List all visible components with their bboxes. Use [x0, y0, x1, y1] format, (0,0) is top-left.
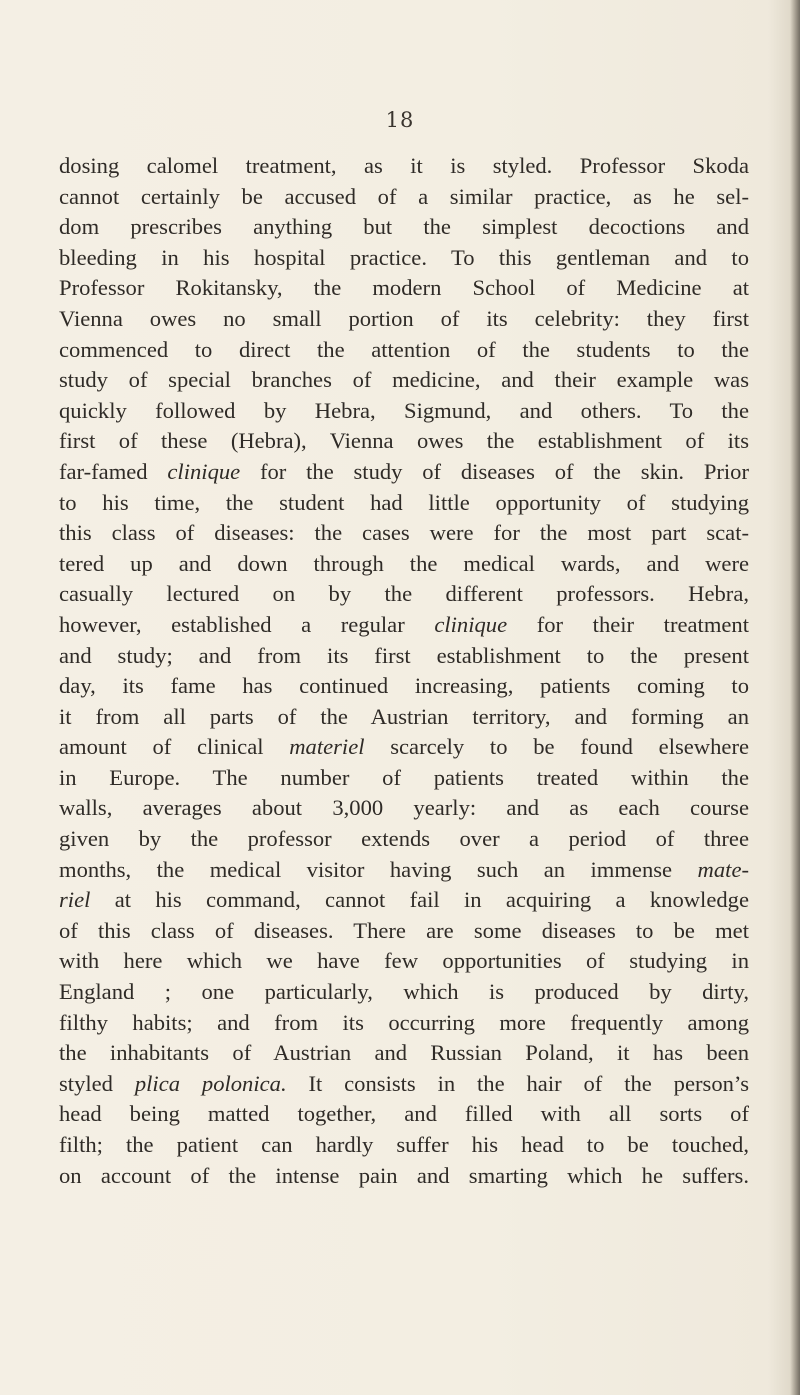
text-line: [59, 335, 749, 366]
text-line: [59, 641, 749, 672]
text-line: [59, 671, 749, 702]
text-segment: in Europe. The number of patients treated within the: [59, 764, 749, 790]
text-line: [59, 1130, 749, 1161]
text-segment: study of special branches of medicine, and their example was: [59, 367, 749, 393]
text-segment: tered up and down through the medical wards, and were: [59, 550, 749, 576]
text-segment: given by the professor extends over a period of three: [59, 826, 749, 852]
text-segment: for their treatment: [507, 611, 749, 637]
text-line: [59, 1038, 749, 1069]
text-segment: filthy habits; and from its occurring more frequently among: [59, 1009, 749, 1035]
text-segment: this class of diseases: the cases were for the most part scat-: [59, 520, 749, 546]
text-line: [59, 273, 749, 304]
text-line: [59, 702, 749, 733]
text-segment: for the study of diseases of the skin. Prior: [240, 458, 749, 484]
text-line: [59, 457, 749, 488]
page-edge-shadow: [790, 0, 800, 1395]
text-line: [59, 1008, 749, 1039]
text-segment: Professor Rokitansky, the modern School of Medicine at: [59, 275, 749, 301]
text-line: [59, 824, 749, 855]
text-segment: and study; and from its first establishment to the present: [59, 642, 749, 668]
text-line: [59, 763, 749, 794]
text-line: [59, 151, 749, 182]
text-line: [59, 1161, 749, 1192]
italic-term: clinique: [434, 611, 508, 637]
italic-term: mate-: [697, 856, 749, 882]
text-segment: at his command, cannot fail in acquiring a knowledge: [90, 887, 749, 913]
text-segment: however, established a regular: [59, 611, 435, 637]
text-line: [59, 182, 749, 213]
text-segment: first of these (Hebra), Vienna owes the establishment of its: [59, 428, 749, 454]
text-line: [59, 946, 749, 977]
text-segment: of this class of diseases. There are some diseases to be met: [59, 917, 749, 943]
text-segment: cannot certainly be accused of a similar practice, as he sel-: [59, 183, 749, 209]
text-line: [59, 488, 749, 519]
text-segment: walls, averages about 3,000 yearly: and as each course: [59, 795, 749, 821]
text-segment: England ; one particularly, which is produced by dirty,: [59, 979, 749, 1005]
text-segment: filth; the patient can hardly suffer his head to be touched,: [59, 1132, 749, 1157]
text-line: [59, 396, 749, 427]
text-segment: casually lectured on by the different professors. Hebra,: [59, 581, 749, 607]
italic-term: plica polonica.: [134, 1070, 287, 1096]
text-line: [59, 1099, 749, 1130]
text-line: [59, 885, 749, 916]
text-segment: Vienna owes no small portion of its celebrity: they first: [59, 305, 749, 331]
text-line: [59, 579, 749, 610]
text-segment: It consists in the hair of the person’s: [286, 1070, 749, 1096]
text-segment: day, its fame has continued increasing, patients coming to: [59, 673, 749, 699]
body-text: [59, 151, 749, 1191]
text-segment: to his time, the student had little opportunity of studying: [59, 489, 749, 515]
text-line: [59, 855, 749, 886]
text-line: [59, 549, 749, 580]
text-line: [59, 610, 749, 641]
text-line: [59, 977, 749, 1008]
text-line: [59, 518, 749, 549]
text-segment: amount of clinical: [59, 734, 290, 760]
text-line: [59, 793, 749, 824]
italic-term: clinique: [167, 458, 241, 484]
text-line: [59, 304, 749, 335]
text-line: [59, 426, 749, 457]
text-segment: commenced to direct the attention of the students to the: [59, 336, 749, 362]
text-segment: styled: [59, 1070, 135, 1096]
text-segment: the inhabitants of Austrian and Russian Poland, it has been: [59, 1040, 749, 1066]
text-line: [59, 243, 749, 274]
text-line: [59, 212, 749, 243]
text-segment: months, the medical visitor having such an immense: [59, 856, 698, 882]
text-segment: bleeding in his hospital practice. To this gentleman and to: [59, 244, 749, 270]
page-number: 18: [385, 108, 415, 132]
text-segment: quickly followed by Hebra, Sigmund, and others. To the: [59, 397, 749, 423]
text-line: [59, 1069, 749, 1100]
text-segment: with here which we have few opportunities of studying in: [59, 948, 749, 974]
text-line: [59, 365, 749, 396]
text-segment: far-famed: [59, 458, 168, 484]
text-segment: scarcely to be found elsewhere: [364, 734, 749, 760]
italic-term: materiel: [289, 734, 365, 760]
text-segment: dosing calomel treatment, as it is styled. Professor Skoda: [59, 153, 749, 178]
text-segment: it from all parts of the Austrian territory, and forming an: [59, 703, 749, 729]
text-segment: head being matted together, and filled with all sorts of: [59, 1101, 749, 1127]
text-line: [59, 732, 749, 763]
text-segment: on account of the intense pain and smarting which he suffers.: [59, 1162, 749, 1188]
italic-term: riel: [59, 887, 91, 913]
text-segment: dom prescribes anything but the simplest decoctions and: [59, 214, 749, 240]
text-line: [59, 916, 749, 947]
